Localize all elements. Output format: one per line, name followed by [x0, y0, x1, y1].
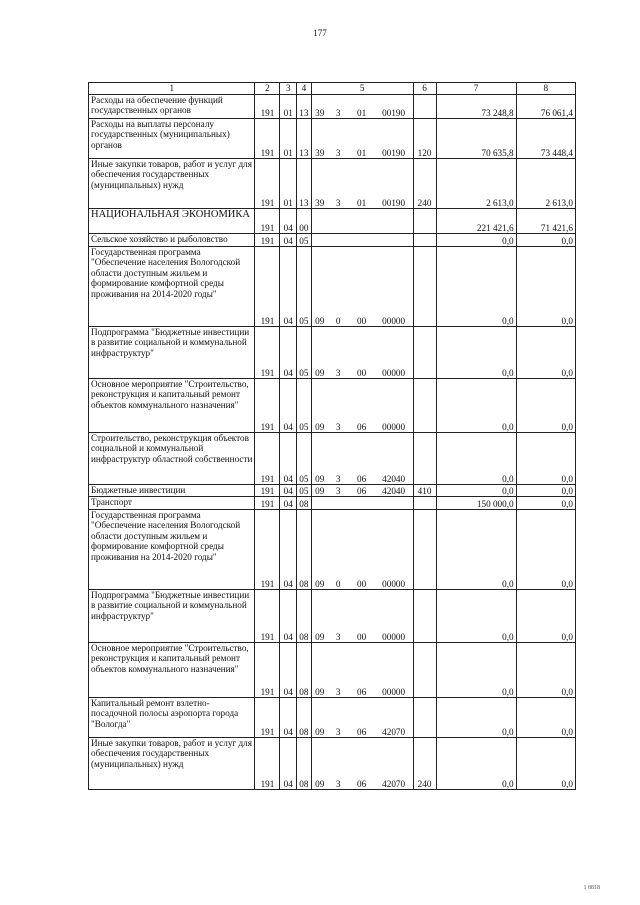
cell-program: 09 [311, 433, 328, 485]
cell-amount-2: 0,0 [516, 590, 575, 643]
cell-subprogram: 3 [328, 590, 349, 643]
cell-program: 09 [311, 510, 328, 590]
cell-measure: 06 [349, 433, 375, 485]
cell-amount-1: 0,0 [436, 485, 516, 497]
cell-section: 04 [280, 209, 297, 234]
cell-program: 09 [311, 485, 328, 497]
cell-admin-code: 191 [255, 497, 280, 510]
budget-table [88, 82, 576, 790]
cell-measure: 01 [349, 119, 375, 159]
cell-program [311, 497, 328, 510]
cell-admin-code: 191 [255, 698, 280, 738]
table-row [89, 510, 576, 590]
cell-subsection: 00 [297, 209, 312, 234]
cell-amount-1: 0,0 [436, 327, 516, 379]
cell-amount-2: 0,0 [516, 510, 575, 590]
cell-subsection: 13 [297, 159, 312, 209]
table-row [89, 209, 576, 234]
cell-direction: 42070 [375, 738, 414, 790]
cell-section: 04 [280, 738, 297, 790]
cell-expense-type: 120 [413, 119, 436, 159]
header-col-5: 5 [311, 83, 413, 95]
cell-direction: 00190 [375, 95, 414, 119]
cell-direction: 42040 [375, 485, 414, 497]
cell-admin-code: 191 [255, 590, 280, 643]
cell-admin-code: 191 [255, 119, 280, 159]
cell-admin-code: 191 [255, 247, 280, 327]
cell-expense-type [413, 95, 436, 119]
cell-program: 39 [311, 119, 328, 159]
cell-measure: 00 [349, 327, 375, 379]
header-col-1: 1 [89, 83, 255, 95]
cell-measure: 00 [349, 247, 375, 327]
cell-admin-code: 191 [255, 95, 280, 119]
cell-amount-1: 0,0 [436, 643, 516, 698]
table-row [89, 95, 576, 119]
cell-subsection: 08 [297, 738, 312, 790]
row-name: Сельское хозяйство и рыболовство [89, 234, 255, 247]
cell-direction: 42040 [375, 433, 414, 485]
table-row [89, 738, 576, 790]
row-name: Подпрограмма "Бюджетные инвестиции в развитие социальной и коммунальной инфраструктур" [89, 590, 255, 643]
cell-expense-type [413, 510, 436, 590]
cell-amount-1: 2 613,0 [436, 159, 516, 209]
cell-amount-1: 73 248,8 [436, 95, 516, 119]
row-name: Транспорт [89, 497, 255, 510]
row-name: Основное мероприятие "Строительство, реконструкция и капитальный ремонт объектов коммунального назначения" [89, 379, 255, 433]
cell-program: 09 [311, 590, 328, 643]
cell-amount-1: 0,0 [436, 433, 516, 485]
cell-admin-code: 191 [255, 234, 280, 247]
cell-section: 04 [280, 327, 297, 379]
cell-measure: 00 [349, 510, 375, 590]
cell-section: 01 [280, 159, 297, 209]
cell-direction: 00000 [375, 247, 414, 327]
cell-section: 01 [280, 95, 297, 119]
cell-expense-type [413, 234, 436, 247]
cell-amount-2: 71 421,6 [516, 209, 575, 234]
cell-admin-code: 191 [255, 485, 280, 497]
cell-subprogram: 3 [328, 159, 349, 209]
cell-measure: 00 [349, 590, 375, 643]
row-name: Основное мероприятие "Строительство, реконструкция и капитальный ремонт объектов коммунального назначения" [89, 643, 255, 698]
cell-amount-1: 70 635,8 [436, 119, 516, 159]
cell-expense-type [413, 497, 436, 510]
cell-amount-1: 0,0 [436, 379, 516, 433]
cell-admin-code: 191 [255, 327, 280, 379]
table-row [89, 698, 576, 738]
cell-subsection: 05 [297, 234, 312, 247]
cell-program: 09 [311, 643, 328, 698]
cell-subsection: 08 [297, 643, 312, 698]
cell-program: 09 [311, 379, 328, 433]
cell-section: 04 [280, 379, 297, 433]
cell-measure: 06 [349, 643, 375, 698]
cell-subprogram: 3 [328, 119, 349, 159]
cell-section: 01 [280, 119, 297, 159]
table-row [89, 119, 576, 159]
row-name: Подпрограмма "Бюджетные инвестиции в развитие социальной и коммунальной инфраструктур" [89, 327, 255, 379]
cell-amount-2: 0,0 [516, 247, 575, 327]
table-row [89, 433, 576, 485]
cell-amount-2: 0,0 [516, 698, 575, 738]
table-body [89, 95, 576, 790]
cell-subprogram: 0 [328, 510, 349, 590]
table-row [89, 643, 576, 698]
cell-admin-code: 191 [255, 433, 280, 485]
cell-subsection: 08 [297, 497, 312, 510]
cell-subprogram: 3 [328, 485, 349, 497]
cell-measure: 06 [349, 485, 375, 497]
cell-measure: 01 [349, 159, 375, 209]
header-col-2: 2 [255, 83, 280, 95]
header-col-6: 6 [413, 83, 436, 95]
cell-expense-type [413, 698, 436, 738]
cell-amount-1: 150 000,0 [436, 497, 516, 510]
cell-direction: 00000 [375, 590, 414, 643]
cell-subsection: 08 [297, 510, 312, 590]
header-col-8: 8 [516, 83, 575, 95]
cell-expense-type [413, 590, 436, 643]
row-name: Государственная программа "Обеспечение населения Вологодской области доступным жильем и формирование комфортной среды проживания на 2014-2020 годы" [89, 510, 255, 590]
cell-section: 04 [280, 485, 297, 497]
row-name: Расходы на выплаты персоналу государственных (муниципальных) органов [89, 119, 255, 159]
cell-direction: 00000 [375, 379, 414, 433]
cell-subprogram: 0 [328, 247, 349, 327]
table-row [89, 590, 576, 643]
cell-amount-2: 0,0 [516, 234, 575, 247]
cell-amount-1: 0,0 [436, 698, 516, 738]
cell-amount-2: 0,0 [516, 327, 575, 379]
cell-amount-2: 0,0 [516, 485, 575, 497]
table-row [89, 327, 576, 379]
header-col-3: 3 [280, 83, 297, 95]
cell-direction: 00000 [375, 327, 414, 379]
cell-expense-type: 410 [413, 485, 436, 497]
page-number: 177 [313, 28, 327, 38]
table-row [89, 379, 576, 433]
cell-expense-type [413, 379, 436, 433]
cell-direction: 00190 [375, 119, 414, 159]
cell-section: 04 [280, 643, 297, 698]
row-name: Иные закупки товаров, работ и услуг для обеспечения государственных (муниципальных) нужд [89, 738, 255, 790]
table-row [89, 234, 576, 247]
cell-program: 39 [311, 159, 328, 209]
cell-program: 39 [311, 95, 328, 119]
cell-measure: 06 [349, 698, 375, 738]
cell-amount-2: 0,0 [516, 433, 575, 485]
cell-amount-2: 0,0 [516, 497, 575, 510]
cell-subsection: 13 [297, 119, 312, 159]
cell-expense-type [413, 433, 436, 485]
header-col-4: 4 [297, 83, 312, 95]
cell-section: 04 [280, 247, 297, 327]
cell-amount-2: 73 448,4 [516, 119, 575, 159]
cell-admin-code: 191 [255, 510, 280, 590]
cell-program: 09 [311, 698, 328, 738]
cell-measure: 06 [349, 379, 375, 433]
cell-program [311, 209, 328, 234]
cell-measure: 06 [349, 738, 375, 790]
cell-section: 04 [280, 698, 297, 738]
cell-admin-code: 191 [255, 379, 280, 433]
cell-admin-code: 191 [255, 738, 280, 790]
cell-amount-1: 0,0 [436, 738, 516, 790]
cell-subprogram [328, 234, 349, 247]
cell-subprogram: 3 [328, 698, 349, 738]
cell-program: 09 [311, 327, 328, 379]
cell-amount-1: 221 421,6 [436, 209, 516, 234]
row-name: Расходы на обеспечение функций государственных органов [89, 95, 255, 119]
cell-program [311, 234, 328, 247]
cell-expense-type [413, 209, 436, 234]
cell-program: 09 [311, 738, 328, 790]
cell-section: 04 [280, 433, 297, 485]
cell-amount-2: 0,0 [516, 379, 575, 433]
table-header-row [89, 83, 576, 95]
table-row [89, 497, 576, 510]
table-row [89, 485, 576, 497]
cell-subprogram: 3 [328, 738, 349, 790]
cell-program: 09 [311, 247, 328, 327]
cell-measure: 01 [349, 95, 375, 119]
row-name: Капитальный ремонт взлетно-посадочной полосы аэропорта города "Вологда" [89, 698, 255, 738]
cell-measure [349, 209, 375, 234]
cell-subprogram [328, 497, 349, 510]
cell-amount-2: 0,0 [516, 738, 575, 790]
cell-subsection: 05 [297, 379, 312, 433]
cell-direction: 42070 [375, 698, 414, 738]
row-name: НАЦИОНАЛЬНАЯ ЭКОНОМИКА [89, 209, 255, 234]
cell-expense-type: 240 [413, 159, 436, 209]
cell-expense-type [413, 327, 436, 379]
cell-section: 04 [280, 510, 297, 590]
cell-amount-2: 76 061,4 [516, 95, 575, 119]
cell-measure [349, 497, 375, 510]
cell-amount-2: 0,0 [516, 643, 575, 698]
cell-expense-type: 240 [413, 738, 436, 790]
cell-measure [349, 234, 375, 247]
cell-amount-2: 2 613,0 [516, 159, 575, 209]
row-name: Государственная программа "Обеспечение населения Вологодской области доступным жильем и формирование комфортной среды проживания на 2014-2020 годы" [89, 247, 255, 327]
cell-section: 04 [280, 497, 297, 510]
cell-admin-code: 191 [255, 643, 280, 698]
cell-direction [375, 234, 414, 247]
cell-subprogram [328, 209, 349, 234]
cell-admin-code: 191 [255, 209, 280, 234]
cell-amount-1: 0,0 [436, 234, 516, 247]
cell-expense-type [413, 643, 436, 698]
row-name: Бюджетные инвестиции [89, 485, 255, 497]
cell-subsection: 05 [297, 327, 312, 379]
cell-subprogram: 3 [328, 643, 349, 698]
cell-subprogram: 3 [328, 379, 349, 433]
cell-amount-1: 0,0 [436, 247, 516, 327]
cell-subsection: 05 [297, 247, 312, 327]
cell-subprogram: 3 [328, 433, 349, 485]
cell-subsection: 08 [297, 698, 312, 738]
cell-subsection: 13 [297, 95, 312, 119]
cell-amount-1: 0,0 [436, 510, 516, 590]
cell-amount-1: 0,0 [436, 590, 516, 643]
cell-direction [375, 209, 414, 234]
cell-subsection: 08 [297, 590, 312, 643]
header-col-7: 7 [436, 83, 516, 95]
cell-direction [375, 497, 414, 510]
cell-expense-type [413, 247, 436, 327]
cell-section: 04 [280, 590, 297, 643]
cell-direction: 00000 [375, 643, 414, 698]
table-row [89, 247, 576, 327]
table-row [89, 159, 576, 209]
row-name: Строительство, реконструкция объектов социальной и коммунальной инфраструктур областной собственности [89, 433, 255, 485]
cell-admin-code: 191 [255, 159, 280, 209]
cell-section: 04 [280, 234, 297, 247]
cell-direction: 00190 [375, 159, 414, 209]
cell-subprogram: 3 [328, 95, 349, 119]
row-name: Иные закупки товаров, работ и услуг для обеспечения государственных (муниципальных) нужд [89, 159, 255, 209]
cell-subsection: 05 [297, 485, 312, 497]
cell-subprogram: 3 [328, 327, 349, 379]
footer-mark: 1 8818 [583, 885, 600, 891]
cell-direction: 00000 [375, 510, 414, 590]
cell-subsection: 05 [297, 433, 312, 485]
